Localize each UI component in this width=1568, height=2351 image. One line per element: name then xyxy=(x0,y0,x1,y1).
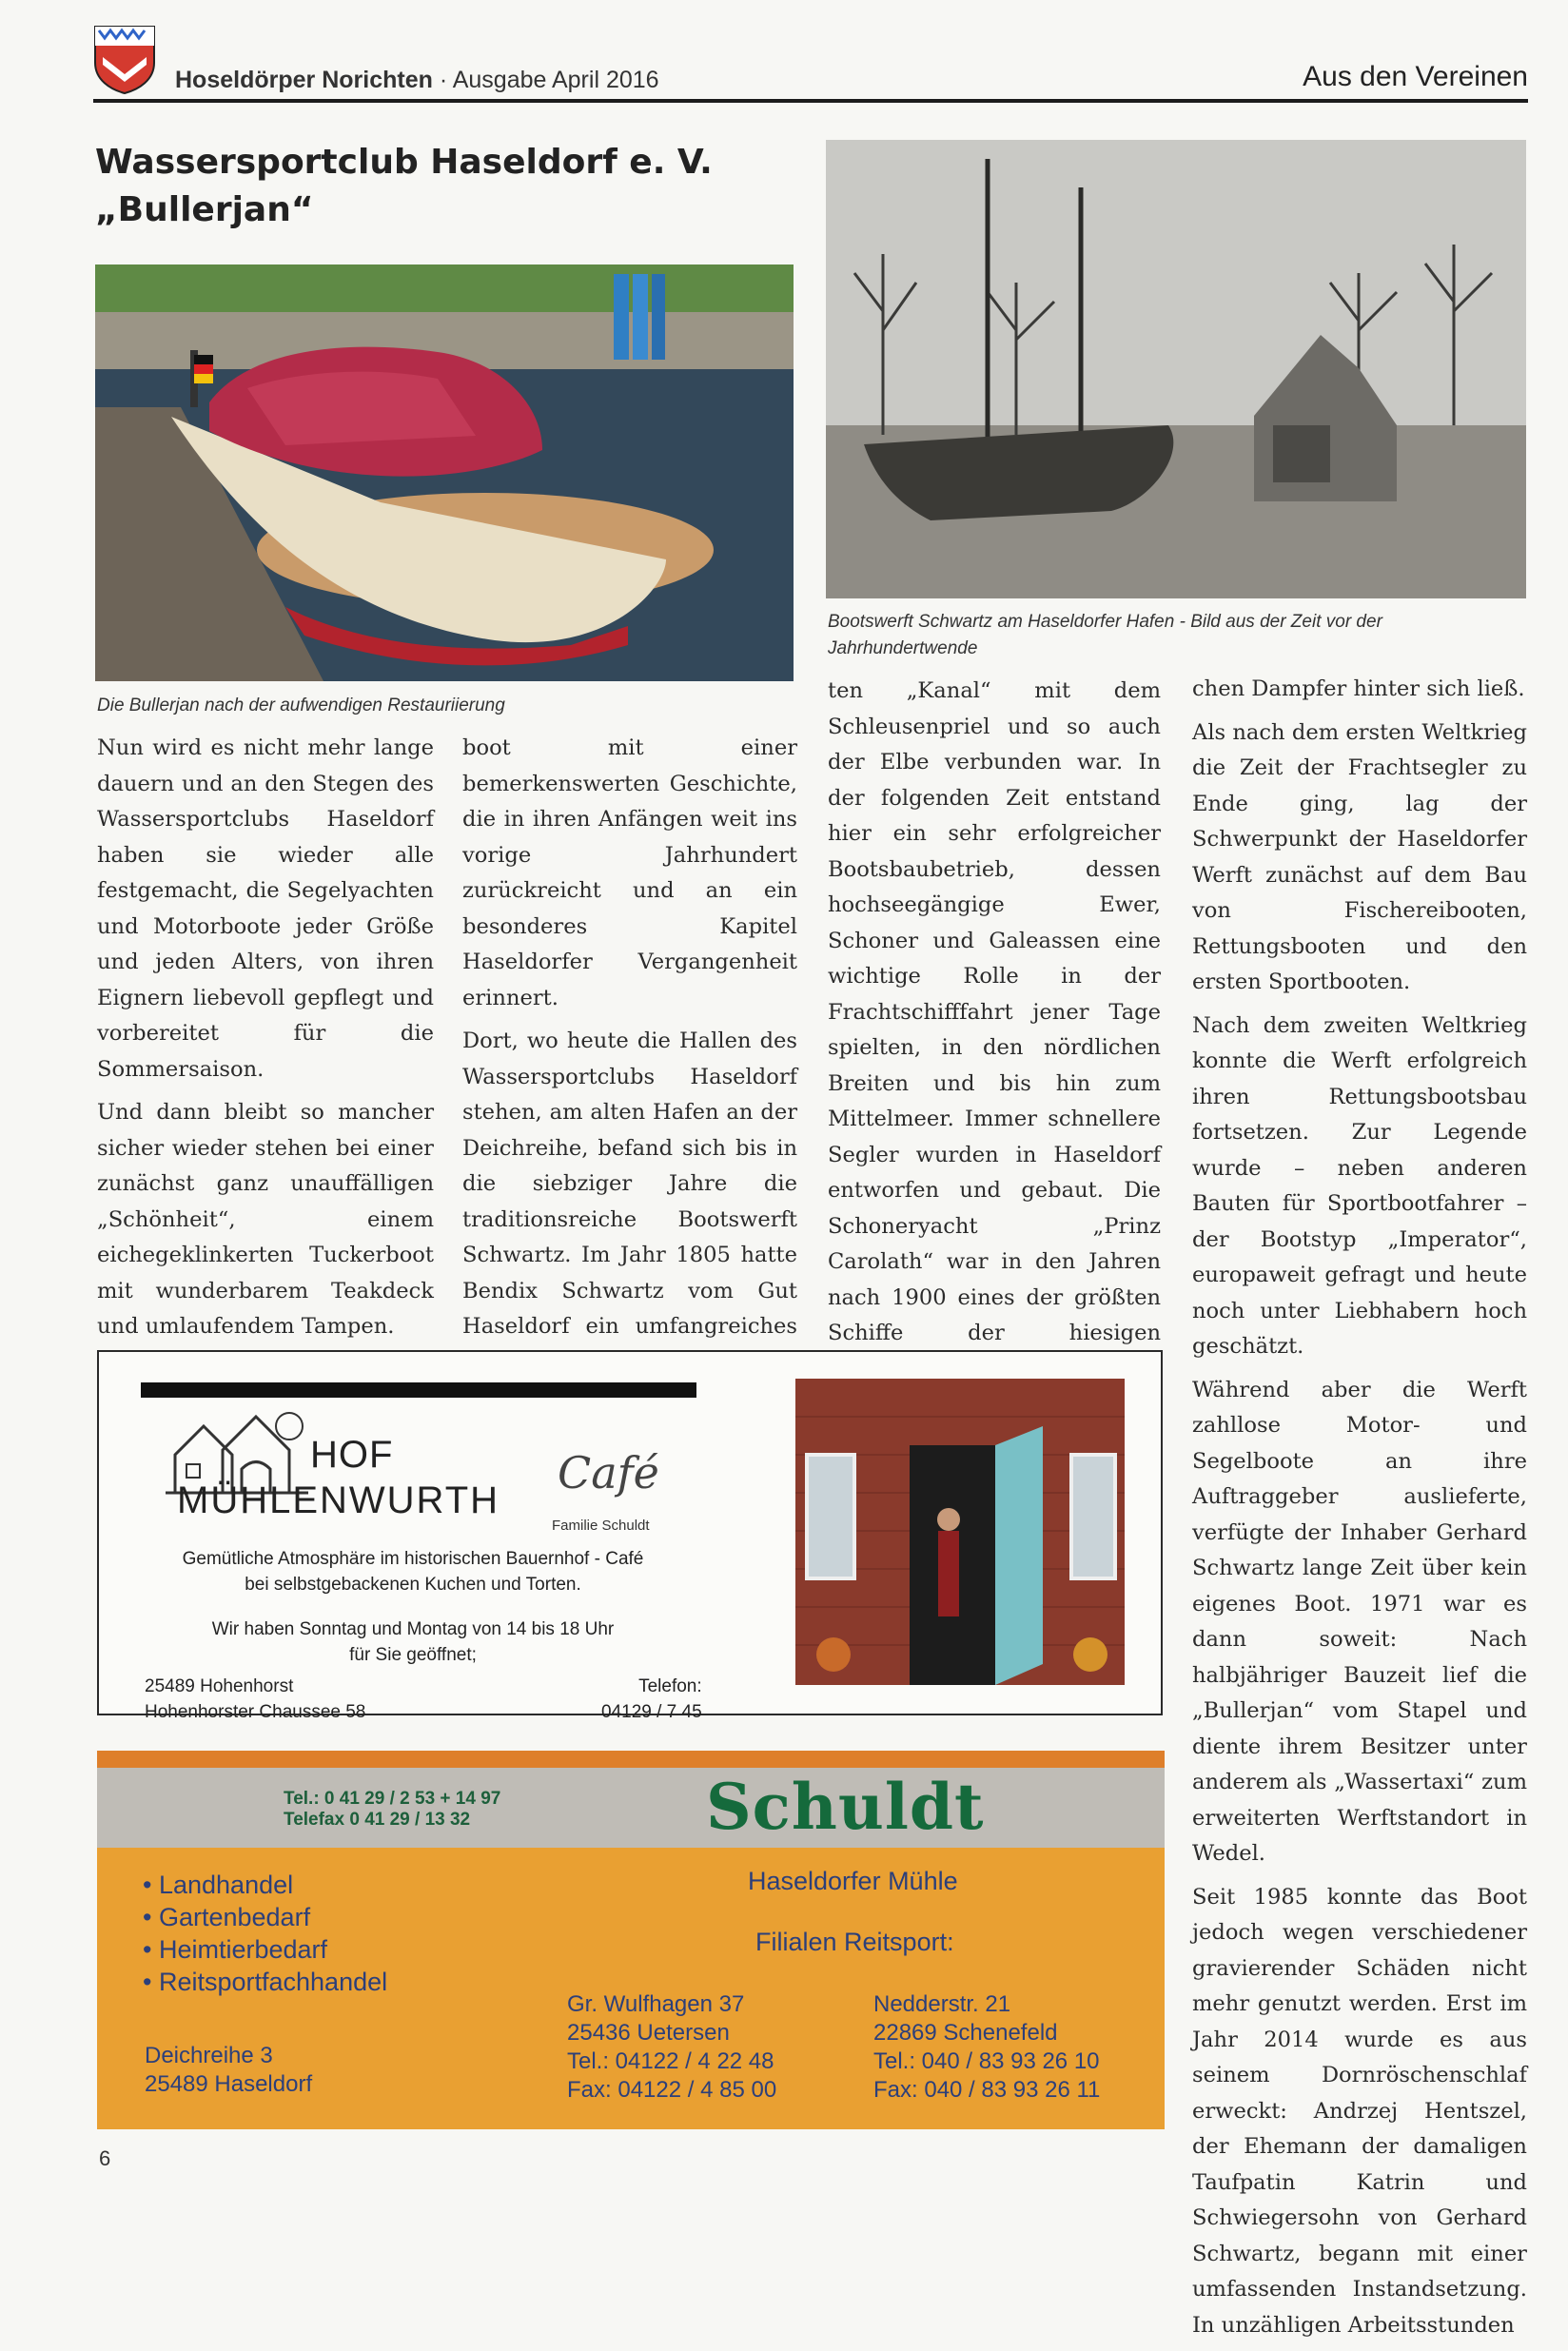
address-line: 25489 Haseldorf xyxy=(145,2071,313,2097)
ad-top-bar xyxy=(141,1382,696,1398)
cafe-entrance-photo xyxy=(795,1379,1125,1685)
ad-desc-line: bei selbstgebackenen Kuchen und Torten. xyxy=(245,1575,581,1595)
paragraph: ten „Kanal“ mit dem Schleusenpriel und so auch der Elbe verbunden war. In der folgenden Zeit entstand hier ein sehr erfolgreicher Bootsbaubetrieb, dessen hochseegängige Ewer, Schoner und Galeassen eine wichtige Rolle in der Frachtschifffahrt jener Tage spielten, in den nördlichen Breiten und bis hin zum Mittelmeer. Immer schnellere Segler wurden in Haseldorf entworfen und gebaut. Die Schoneryacht „Prinz Carolath“ war in den Jahren nach 1900 eines der größten Schiffe der hiesigen xyxy=(828,678,1161,1345)
ad-schuldt xyxy=(97,1751,1165,2129)
section-title: Aus den Vereinen xyxy=(1303,61,1528,92)
ad-address-line: Hohenhorster Chaussee 58 xyxy=(145,1702,366,1722)
ad-description xyxy=(147,1546,679,1597)
paragraph: Als nach dem ersten Weltkrieg die Zeit der Frachtsegler zu Ende ging, lag der Schwerpunkt der Haseldorfer Werft zunächst auf dem Bau von Fischereibooten, Rettungsbooten und den ersten Sportbooten. xyxy=(1192,719,1527,994)
ad-phone xyxy=(601,1674,702,1725)
ad-fax: Telefax 0 41 29 / 13 32 xyxy=(284,1810,471,1830)
ad-brand-name: MÜHLENWURTH xyxy=(177,1479,500,1521)
paragraph: Und dann bleibt so mancher sicher wieder stehen bei einer zunächst ganz unauffälligen „Schönheit“, einem eichegeklinkerten Tuckerboot mit wunderbarem Teakdeck und umlaufendem Tampen. xyxy=(97,1100,434,1339)
ad-phone-number: 04129 / 7 45 xyxy=(601,1702,702,1722)
ad-brand-top: HOF xyxy=(310,1434,394,1476)
ad-address-uetersen xyxy=(567,1990,776,2105)
photo-caption-2: Bootswerft Schwartz am Haseldorfer Hafen - Bild aus der Zeit vor der Jahrhundertwende xyxy=(828,612,1382,658)
address-line: 25436 Uetersen xyxy=(567,2020,730,2046)
address-line: Tel.: 040 / 83 93 26 10 xyxy=(873,2048,1100,2074)
list-item: • Landhandel xyxy=(143,1869,387,1901)
paragraph: Nun wird es nicht mehr lange dauern und an den Stegen des Wassersportclubs Haseldorf haben sie wieder alle festgemacht, die Segelyachten und Motorboote jeder Größe und jeden Alters, von ihren Eignern liebevoll gepflegt und vorbereitet für die Sommersaison. xyxy=(97,735,434,1082)
ad-hours xyxy=(147,1616,679,1668)
ad-desc-line: Gemütliche Atmosphäre im historischen Bauernhof - Café xyxy=(182,1549,644,1569)
ad-services-list xyxy=(143,1869,387,1998)
article-column-3 xyxy=(828,674,1161,1431)
article-headline xyxy=(95,139,761,234)
address-line: Tel.: 04122 / 4 22 48 xyxy=(567,2048,774,2074)
ad-header-band xyxy=(97,1768,1165,1848)
ad-family: Familie Schuldt xyxy=(552,1518,650,1534)
paragraph: Dort, wo heute die Hallen des Wassersportclubs Haseldorf stehen, am alten Hafen an der Deichreihe, befand sich bis in die siebziger Jahre die traditionsreiche Bootswerft Schwartz. Im Jahr 1805 hatte Bendix Schwartz vom Gut Haseldorf ein umfangreiches xyxy=(462,1029,797,1339)
article-column-4 xyxy=(1192,672,1527,2351)
paragraph: chen Dampfer hinter sich ließ. xyxy=(1192,676,1525,701)
publication-name: Hoseldörper Norichten xyxy=(175,67,433,93)
ad-address-main xyxy=(145,2042,312,2099)
ad-contact xyxy=(284,1789,500,1831)
ad-hours-line: Wir haben Sonntag und Montag von 14 bis 18 Uhr xyxy=(211,1619,615,1639)
ad-tel: Tel.: 0 41 29 / 2 53 + 14 97 xyxy=(284,1789,501,1809)
ad-hours-line: für Sie geöffnet; xyxy=(349,1645,477,1665)
paragraph: Während aber die Werft zahllose Motor- und Segelboote an ihre Auftraggeber auslieferte, verfügte der Inhaber Gerhard Schwartz lange Zeit über kein eigenes Boot. 1971 war es dann soweit: Nach halbjähriger Bauzeit lief die „Bullerjan“ vom Stapel und diente ihrem Besitzer unter anderem als „Wassertaxi“ zum erweiterten Werftstandort in Wedel. xyxy=(1192,1377,1527,1866)
ad-address xyxy=(145,1674,365,1725)
article-column-1 xyxy=(97,731,434,1432)
header-rule xyxy=(93,99,1528,103)
ad-top-stripe xyxy=(97,1751,1165,1768)
ad-hof-muehlenwurth xyxy=(97,1350,1163,1722)
ad-branches-label: Filialen Reitsport: xyxy=(755,1928,954,1956)
issue-label: · Ausgabe April 2016 xyxy=(439,67,659,93)
crest-logo xyxy=(93,25,156,95)
paragraph: Nach dem zweiten Weltkrieg konnte die Werft erfolgreich ihren Rettungsbootsbau fortsetzen. Zur Legende wurde – neben anderen Bauten für Sportbootfahrer – der Bootstyp „Imperator“, europaweit gefragt und heute noch unter Liebhabern hoch geschätzt. xyxy=(1192,1012,1527,1359)
address-line: Deichreihe 3 xyxy=(145,2043,273,2068)
publication-title xyxy=(175,67,659,94)
address-line: Fax: 04122 / 4 85 00 xyxy=(567,2077,777,2103)
paragraph: Seit 1985 konnte das Boot jedoch wegen verschiedener gravierender Schäden nicht mehr genutzt werden. Erst im Jahr 2014 wurde es aus seinem Dornröschenschlaf erweckt: Andrzej Hentszel, der Ehemann der damaligen Taufpatin Katrin und Schwiegersohn von Gerhard Schwartz, begann mit einer umfassenden Instandsetzung. In unzähligen Arbeitsstunden xyxy=(1192,1884,1527,2338)
address-line: 22869 Schenefeld xyxy=(873,2020,1058,2046)
schuldt-logo: Schuldt xyxy=(706,1770,985,1844)
address-line: Gr. Wulfhagen 37 xyxy=(567,1991,745,2017)
address-line: Fax: 040 / 83 93 26 11 xyxy=(873,2077,1101,2103)
list-item: • Heimtierbedarf xyxy=(143,1933,387,1966)
ad-subtitle: Haseldorfer Mühle xyxy=(748,1867,958,1895)
address-line: Nedderstr. 21 xyxy=(873,1991,1011,2017)
headline-line-1: Wassersportclub Haseldorf e. V. xyxy=(95,143,713,182)
ad-address-line: 25489 Hohenhorst xyxy=(145,1676,294,1696)
list-item: • Gartenbedarf xyxy=(143,1901,387,1933)
bullerjan-photo xyxy=(95,264,794,681)
ad-phone-label: Telefon: xyxy=(638,1676,702,1696)
historic-shipyard-photo xyxy=(826,140,1526,598)
ad-address-schenefeld xyxy=(873,1990,1100,2105)
headline-line-2: „Bullerjan“ xyxy=(95,190,314,229)
page-number: 6 xyxy=(99,2146,111,2170)
list-item: • Reitsportfachhandel xyxy=(143,1966,387,1998)
ad-cafe-script: Café xyxy=(558,1447,659,1499)
photo-caption-1: Die Bullerjan nach der aufwendigen Restauriierung xyxy=(97,696,505,715)
paragraph: boot mit einer bemerkenswerten Geschichte, die in ihren Anfängen weit ins vorige Jahrhundert zurückreicht und an ein besonderes Kapitel Haseldorfer Vergangenheit erinnert. xyxy=(462,735,797,1010)
